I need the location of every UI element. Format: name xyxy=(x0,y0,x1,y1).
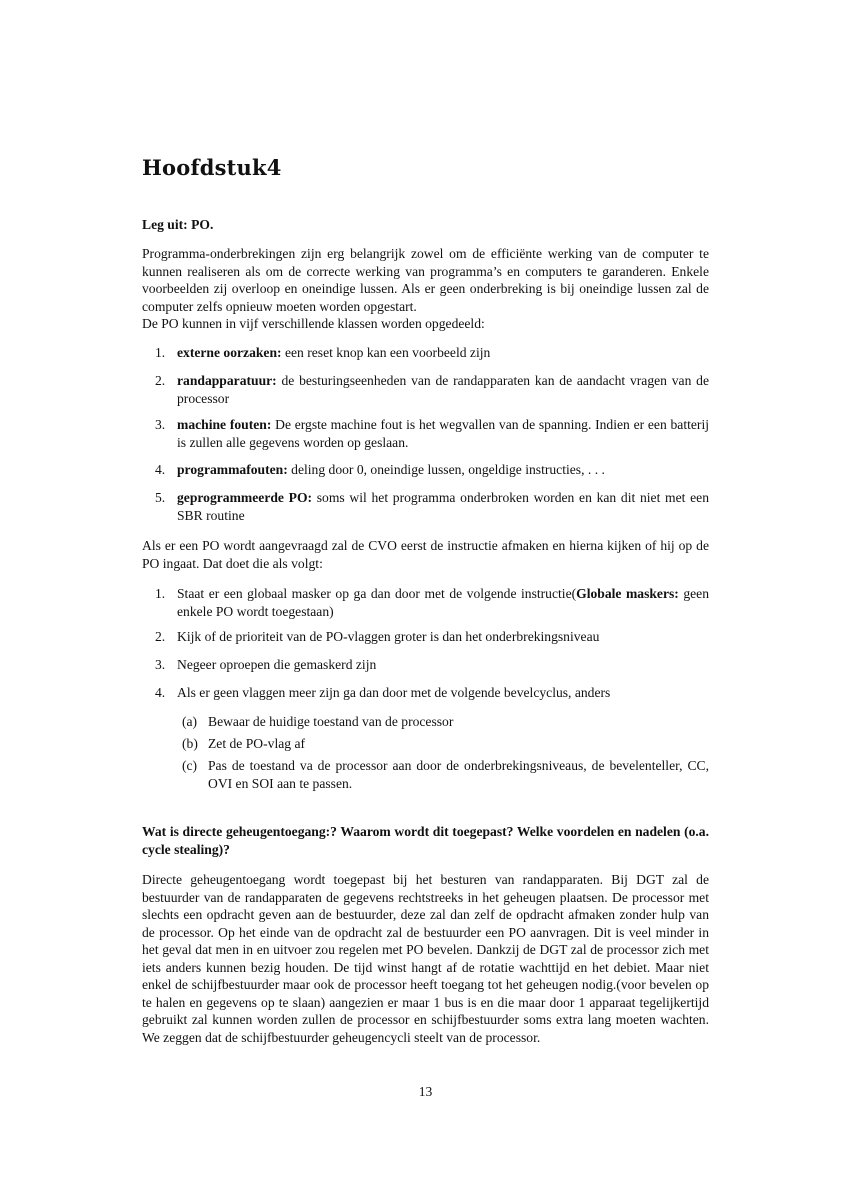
question-heading: Leg uit: PO. xyxy=(142,217,214,232)
list-number: (b) xyxy=(182,736,198,751)
list-text: een reset knop kan een voorbeeld zijn xyxy=(281,345,491,360)
question-heading: Wat is directe geheugentoegang:? Waarom wordt dit toegepast? Welke voordelen en nadelen (o.a. cycle stealing)? xyxy=(142,824,709,857)
list-number: 1. xyxy=(155,345,166,360)
list-text: soms wil het programma onderbroken worden en kan dit niet met een SBR routine xyxy=(177,490,710,523)
list-number: 5. xyxy=(155,490,166,505)
list-text: Bewaar de huidige toestand van de processor xyxy=(208,714,454,729)
list-number: 3. xyxy=(155,417,166,432)
list-text: deling door 0, oneindige lussen, ongeldige instructies, . . . xyxy=(287,462,605,477)
paragraph: Als er een PO wordt aangevraagd zal de CVO eerst de instructie afmaken en hierna kijken of hij op de PO ingaat. Dat doet die als volgt: xyxy=(142,538,709,571)
list-number: 2. xyxy=(155,629,166,644)
list-number: (c) xyxy=(182,758,198,773)
intro-paragraph-2: De PO kunnen in vijf verschillende klassen worden opgedeeld: xyxy=(142,316,485,331)
list-number: 2. xyxy=(155,373,166,388)
list-number: 4. xyxy=(155,462,166,477)
list-number: 4. xyxy=(155,685,166,700)
chapter-title: Hoofdstuk4 xyxy=(142,155,282,180)
intro-paragraph: Programma-onderbrekingen zijn erg belangrijk zowel om de efficiënte werking van de computer te kunnen realiseren als om de correcte werking van programma’s en computers te garanderen. Enkele voorbeelden zij overloop en oneindige lussen. Als er geen onderbreking is bij oneindige lussen zal de computer zelfs opnieuw moeten worden opgestart. xyxy=(142,246,709,314)
list-number: 1. xyxy=(155,586,166,601)
list-text: Pas de toestand va de processor aan door de onderbrekingsniveaus, de bevelenteller, CC, OVI en SOI aan te passen. xyxy=(208,758,709,791)
list-number: (a) xyxy=(182,714,198,729)
list-text: Negeer oproepen die gemaskerd zijn xyxy=(177,657,377,672)
list-text: geen enkele PO wordt toegestaan) xyxy=(177,586,710,619)
list-text: de besturingseenheden van de randapparaten kan de aandacht vragen van de processor xyxy=(177,373,709,406)
list-text: Zet de PO-vlag af xyxy=(208,736,306,751)
list-term: geprogrammeerde PO: xyxy=(177,490,313,505)
list-text: Staat er een globaal masker op ga dan door met de volgende instructie( xyxy=(177,586,577,601)
page-number: 13 xyxy=(418,1084,433,1099)
list-text: Kijk of de prioriteit van de PO-vlaggen groter is dan het onderbrekingsniveau xyxy=(177,629,600,644)
list-text: Als er geen vlaggen meer zijn ga dan door met de volgende bevelcyclus, anders xyxy=(177,685,611,700)
list-term: machine fouten: xyxy=(177,417,272,432)
list-term: randapparatuur: xyxy=(177,373,277,388)
list-term: externe oorzaken: xyxy=(177,345,282,360)
list-term: programmafouten: xyxy=(177,462,288,477)
list-term: Globale maskers: xyxy=(576,586,679,601)
list-text: De ergste machine fout is het wegvallen van de spanning. Indien er een batterij is zullen alle gegevens worden op geslaan. xyxy=(177,417,709,450)
answer-paragraph: Directe geheugentoegang wordt toegepast bij het besturen van randapparaten. Bij DGT zal de bestuurder van de randapparaten de gegevens rechtstreeks in het geheugen plaatsen. De processor met slechts een opdracht geven aan de bestuurder, deze zal dan zelf de opdracht afmaken zonder hulp van de processor. Op het einde van de opdracht zal de bestuurder een PO aanvragen. Dit is veel minder in het geval dat men in en uitvoer zou regelen met PO bevelen. Dankzij de DGT zal de processor zich met iets anders kunnen bezig houden. De tijd winst hangt af de rotatie wachttijd en het debiet. Maar niet enkel de schijfbestuurder maar ook de processor heeft toegang tot het geheugen nodig.(voor bevelen op te halen en gegevens op te slaan) aangezien er maar 1 bus is en die maar door 1 apparaat tegelijkertijd gebruikt zal kunnen worden zullen de processor en schijfbestuurder soms extra lang moeten wachten. We zeggen dat de schijfbestuurder geheugencycli steelt van de processor. xyxy=(142,872,709,1045)
list-number: 3. xyxy=(155,657,166,672)
